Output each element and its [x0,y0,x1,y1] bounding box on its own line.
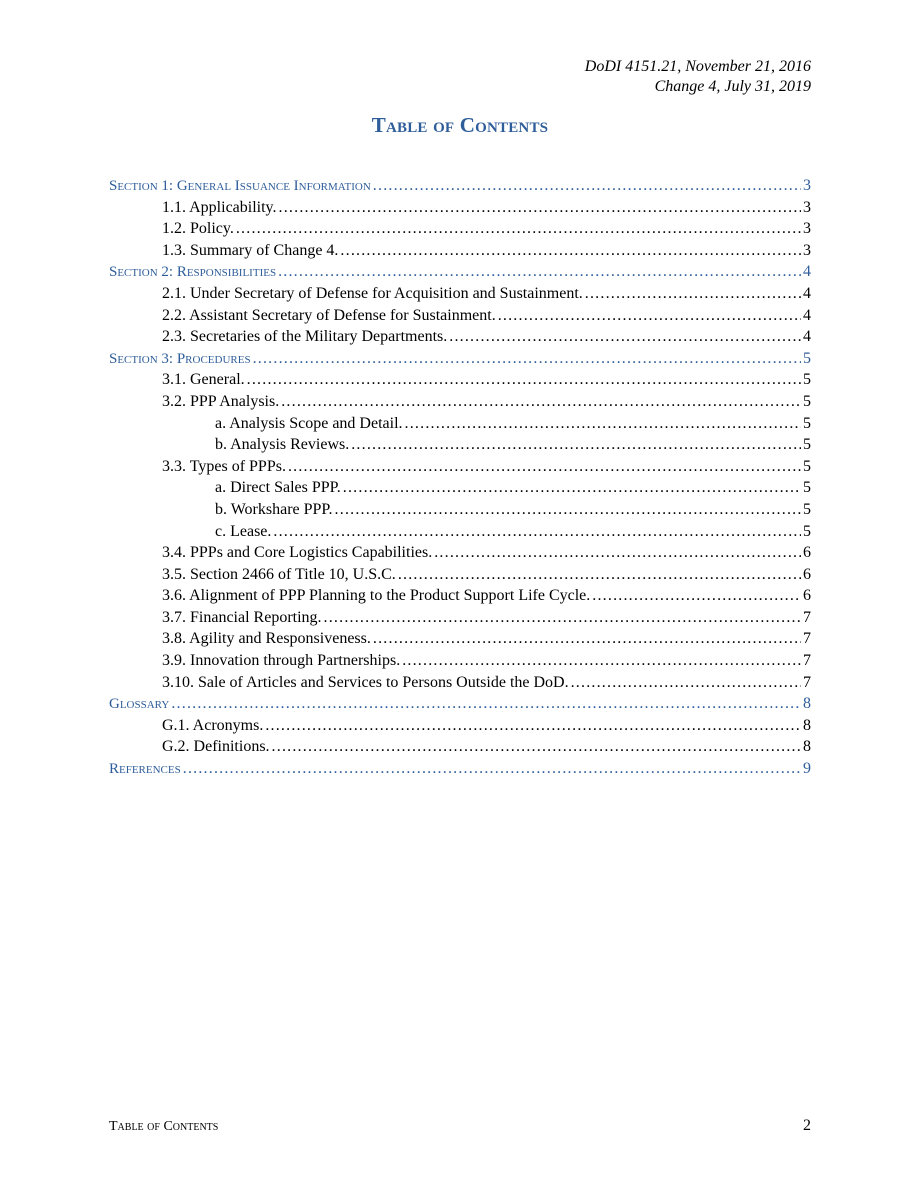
toc-subentry[interactable] [109,479,811,501]
toc-leader-dots [281,393,801,411]
toc-leader-dots [585,285,801,303]
toc-page-number: 3 [803,198,811,216]
toc-entry[interactable] [109,652,811,674]
toc-entry-label: 3.3. Types of PPPs. [162,457,286,475]
toc-entry-label: c. Lease. [215,522,272,540]
toc-page-number: 3 [803,220,811,238]
toc-leader-dots [498,307,801,325]
toc-entry-label: 3.1. General. [162,371,245,389]
footer-section-title: Table of Contents [109,1119,219,1134]
toc-entry-label: 1.2. Policy. [162,220,234,238]
toc-page-number: 7 [803,673,811,691]
toc-entry-label: Section 3: Procedures [109,350,251,367]
toc-leader-dots [253,350,801,368]
toc-entry[interactable] [109,630,811,652]
toc-leader-dots [273,523,801,541]
toc-leader-dots [402,652,801,670]
toc-section-link[interactable] [109,695,811,717]
toc-entry[interactable] [109,285,811,307]
toc-entry-label: 3.7. Financial Reporting. [162,608,322,626]
toc-leader-dots [343,479,801,497]
toc-leader-dots [272,738,801,756]
toc-page-number: 5 [803,392,811,410]
toc-entry[interactable] [109,609,811,631]
toc-page-number: 6 [803,587,811,605]
toc-entry-label: 3.5. Section 2466 of Title 10, U.S.C. [162,565,396,583]
toc-entry[interactable] [109,220,811,242]
toc-subentry[interactable] [109,415,811,437]
toc-entry-label: 1.1. Applicability. [162,198,277,216]
toc-leader-dots [247,371,801,389]
document-id-date: DoDI 4151.21, November 21, 2016 [584,58,811,75]
toc-section-link[interactable] [109,760,811,782]
toc-page-number: 6 [803,565,811,583]
toc-leader-dots [592,587,801,605]
toc-entry[interactable] [109,674,811,696]
toc-leader-dots [288,458,801,476]
toc-entry[interactable] [109,717,811,739]
toc-subentry[interactable] [109,501,811,523]
toc-entry-label: b. Analysis Reviews. [215,436,350,454]
toc-leader-dots [571,674,801,692]
toc-entry-label: 3.9. Innovation through Partnerships. [162,652,401,670]
toc-leader-dots [236,220,801,238]
toc-page-number: 7 [803,608,811,626]
toc-entry[interactable] [109,544,811,566]
toc-entry-label: 2.2. Assistant Secretary of Defense for Sustainment. [162,306,496,324]
toc-entry[interactable] [109,393,811,415]
toc-entry-label: Glossary [109,696,170,713]
toc-leader-dots [373,177,801,195]
toc-page-number: 3 [803,177,811,194]
toc-entry-label: Section 1: General Issuance Information [109,178,371,194]
toc-page-number: 3 [803,241,811,259]
toc-page-number: 5 [803,457,811,475]
toc-page-number: 8 [803,716,811,734]
toc-page-number: 7 [803,652,811,670]
toc-entry[interactable] [109,307,811,329]
toc-leader-dots [405,415,801,433]
toc-page-number: 5 [803,436,811,454]
toc-page-number: 8 [803,695,811,713]
toc-leader-dots [373,630,801,648]
toc-entry-label: 3.8. Agility and Responsiveness. [162,630,371,648]
toc-entry-label: 1.3. Summary of Change 4. [162,241,339,259]
toc-page-number: 9 [803,760,811,778]
toc-leader-dots [183,760,801,778]
toc-leader-dots [171,695,801,713]
toc-entry[interactable] [109,587,811,609]
toc-page-number: 6 [803,544,811,562]
toc-entry-label: Section 2: Responsibilities [109,264,277,281]
toc-entry-label: 2.1. Under Secretary of Defense for Acquisition and Sustainment. [162,284,583,302]
toc-page-number: 7 [803,630,811,648]
toc-entry-label: a. Direct Sales PPP. [215,479,341,497]
toc-page-number: 4 [803,328,811,346]
toc-entry[interactable] [109,566,811,588]
toc-entry-label: 3.2. PPP Analysis. [162,392,280,410]
toc-entry[interactable] [109,371,811,393]
toc-subentry[interactable] [109,436,811,458]
toc-page-number: 5 [803,522,811,540]
toc-page-number: 8 [803,738,811,756]
toc-leader-dots [340,242,801,260]
toc-page-number: 5 [803,349,811,367]
toc-entry[interactable] [109,199,811,221]
toc-leader-dots [265,717,801,735]
toc-page-number: 5 [803,414,811,432]
toc-entry-label: a. Analysis Scope and Detail. [215,414,403,432]
footer-page-number: 2 [803,1117,811,1134]
toc-entry[interactable] [109,458,811,480]
toc-page-number: 4 [803,263,811,281]
toc-leader-dots [398,566,801,584]
change-date: Change 4, July 31, 2019 [654,78,811,95]
toc-section-link[interactable] [109,263,811,285]
toc-subentry[interactable] [109,523,811,545]
toc-entry-label: 3.10. Sale of Articles and Services to Persons Outside the DoD. [162,673,569,691]
toc-entry-label: G.2. Definitions. [162,738,270,756]
toc-page-number: 5 [803,479,811,497]
toc-section-link[interactable] [109,177,811,199]
document-header [585,57,811,97]
toc-page-number: 4 [803,306,811,324]
toc-section-link[interactable] [109,350,811,372]
table-of-contents [109,177,811,782]
toc-leader-dots [324,609,801,627]
toc-entry-label: G.1. Acronyms. [162,716,264,734]
toc-page-number: 5 [803,500,811,518]
toc-entry-label: b. Workshare PPP. [215,500,333,518]
toc-entry-label: References [109,761,181,778]
toc-entry[interactable] [109,328,811,350]
toc-entry[interactable] [109,738,811,760]
page-title: Table of Contents [371,113,549,137]
toc-page-number: 5 [803,371,811,389]
toc-entry[interactable] [109,242,811,264]
toc-leader-dots [279,199,801,217]
toc-leader-dots [335,501,801,519]
toc-leader-dots [449,328,801,346]
toc-entry-label: 3.4. PPPs and Core Logistics Capabilities. [162,544,433,562]
toc-entry-label: 3.6. Alignment of PPP Planning to the Product Support Life Cycle. [162,587,591,605]
toc-page-number: 4 [803,284,811,302]
toc-entry-label: 2.3. Secretaries of the Military Departments. [162,328,448,346]
toc-leader-dots [278,263,801,281]
toc-leader-dots [351,436,801,454]
toc-leader-dots [434,544,801,562]
